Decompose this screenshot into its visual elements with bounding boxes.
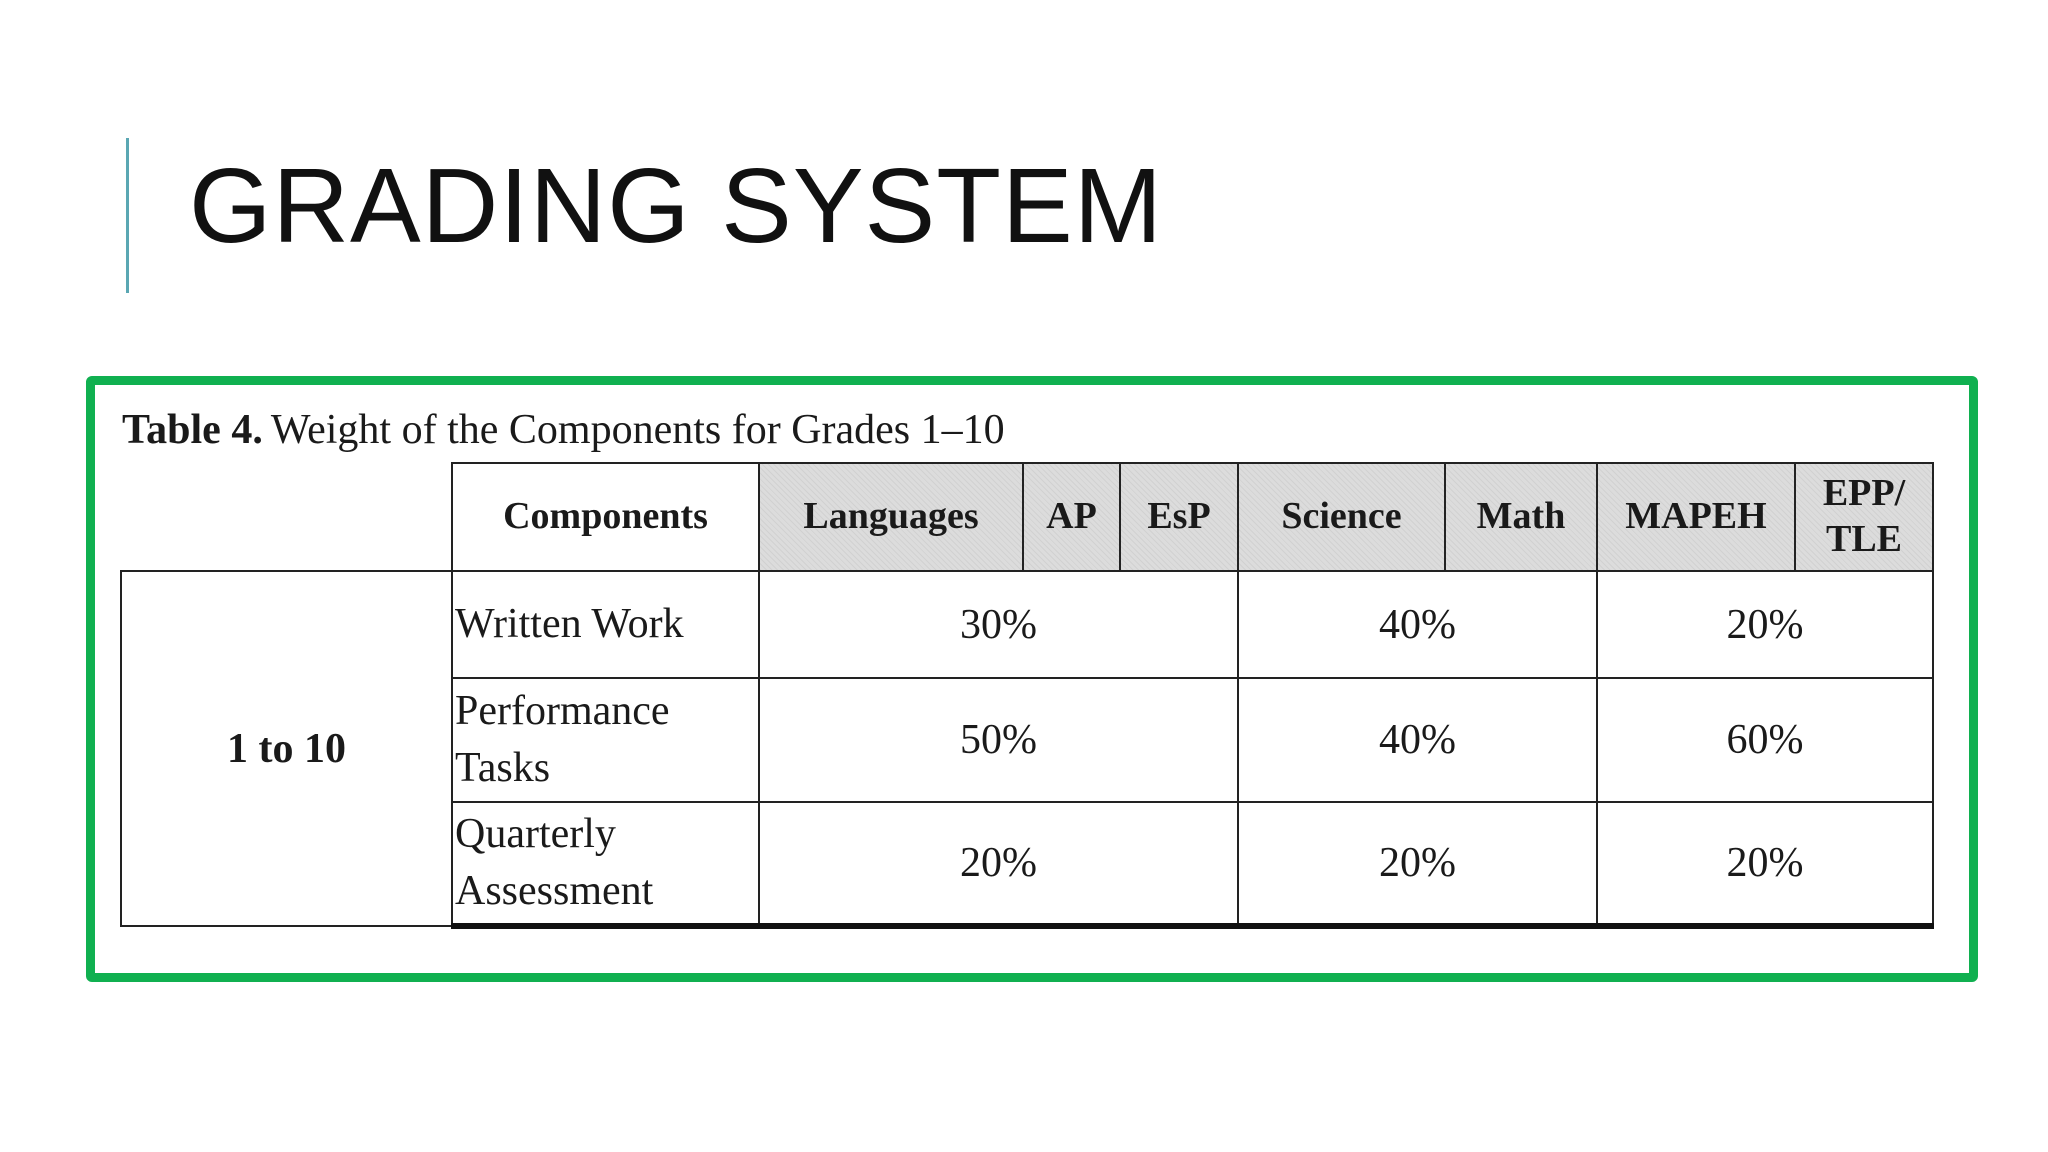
weight-mapeh-epp-tle: 20% [1597, 571, 1933, 678]
header-blank-corner [121, 463, 452, 571]
weight-languages-ap-esp: 30% [759, 571, 1238, 678]
header-ap: AP [1023, 463, 1120, 571]
header-esp: EsP [1120, 463, 1238, 571]
table-caption-text: Weight of the Components for Grades 1–10 [270, 407, 1005, 453]
component-name: Quarterly Assessment [452, 802, 759, 926]
header-components: Components [452, 463, 759, 571]
header-mapeh: MAPEH [1597, 463, 1795, 571]
title-accent-bar [126, 138, 129, 293]
weight-mapeh-epp-tle: 20% [1597, 802, 1933, 926]
weight-mapeh-epp-tle: 60% [1597, 678, 1933, 802]
table-caption [122, 406, 1005, 454]
header-languages: Languages [759, 463, 1023, 571]
grading-weights-table [120, 462, 1934, 929]
table-caption-label: Table 4. [122, 407, 263, 453]
component-name: Performance Tasks [452, 678, 759, 802]
table-header-row [121, 463, 1933, 571]
weight-science-math: 40% [1238, 571, 1597, 678]
component-name: Written Work [452, 571, 759, 678]
weight-languages-ap-esp: 50% [759, 678, 1238, 802]
header-epp-tle: EPP/ TLE [1795, 463, 1933, 571]
header-math: Math [1445, 463, 1597, 571]
table-row [121, 571, 1933, 678]
weight-science-math: 20% [1238, 802, 1597, 926]
weight-languages-ap-esp: 20% [759, 802, 1238, 926]
header-science: Science [1238, 463, 1445, 571]
weight-science-math: 40% [1238, 678, 1597, 802]
slide-title: GRADING SYSTEM [189, 147, 1164, 265]
grade-level-cell: 1 to 10 [121, 571, 452, 926]
